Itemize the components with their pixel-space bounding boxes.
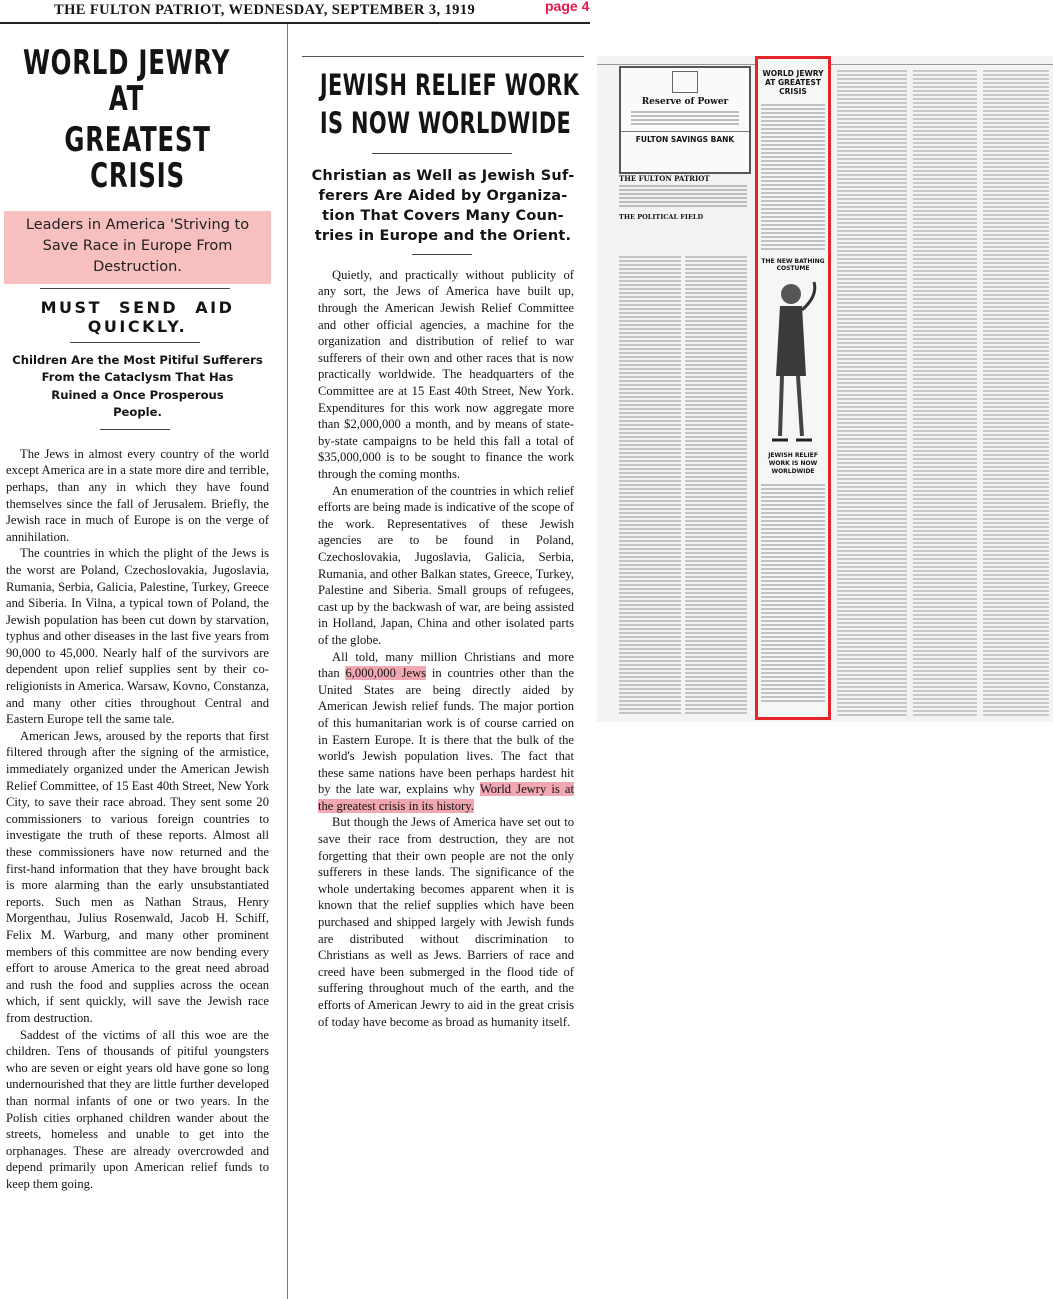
article2-p3-text-a: All told, many million Christians and more than [318,649,574,681]
thumb-column-6 [983,68,1049,718]
article2-highlight-jews-count: 6,000,000 Jews [345,666,427,681]
article2-deck-line4: tries in Europe and the Orient. [314,227,572,244]
article1-subhead-rule [70,342,200,343]
article1-paragraph-4: Saddest of the victims of all this woe are the children. Tens of thousands of pitiful youngsters who are seven or eight years old have gone so long undernourished that they are little further developed than normal infants of one or two years. In the Polish cities orphaned children wander about the streets, homeless and unable to get into the orphanages. These are already overcrowded and depend primarily upon American relief funds to keep them going. [6,1027,269,1191]
article2-deck-line2: ferers Are Aided by Organiza- [318,187,568,204]
article1-subdeck-line3: Ruined a Once Prosperous [51,387,224,402]
article1-headline-line1: WORLD JEWRY AT [22,43,231,119]
thumb-paper-name: THE FULTON PATRIOT [619,174,710,183]
thumb-article1-headline: WORLD JEWRY AT GREATEST CRISIS [762,69,824,96]
thumb-paper-block [619,174,747,221]
thumb-column-4 [837,68,907,718]
masthead-title: THE FULTON PATRIOT, WEDNESDAY, SEPTEMBER 3, 1919 [54,2,476,18]
article1-headline-line2: GREATEST CRISIS [64,120,211,197]
thumb-bank-name: FULTON SAVINGS BANK [621,131,749,144]
thumb-article2-text [761,482,825,702]
page-thumbnail [597,56,1053,722]
article2-highlight-crisis: World Jewry is at the greatest crisis in its history. [318,782,574,813]
article2-paragraph-4: But though the Jews of America have set out to save their race from destruction, they are not forgetting that their own people are not the only sufferers in these lands. The significance of the whole undertaking becomes apparent when it is known that the relief supplies which have been purchased and shipped largely with Jewish funds are distributed without discrimination to Christians as well as Jews. Barriers of race and creed have been submerged in the flood tide of suffering throughout much of the earth, and the efforts of American Jewry to aid in the great crisis of today have become as broad as humanity itself. [318,815,574,1029]
masthead [0,0,590,24]
article2-deck-line1: Christian as Well as Jewish Suf- [311,167,575,184]
article-relief-work [302,58,584,1201]
thumb-column-2 [685,254,747,714]
thumb-column-5 [913,68,977,718]
article2-paragraph-3 [318,649,574,815]
article2-deck [302,166,584,246]
article2-top-rule [302,56,584,57]
article2-body [318,267,574,1030]
article2-headline-line2: IS NOW WORLDWIDE [319,106,572,141]
article1-headline [0,43,275,197]
article1-paragraph-1: The Jews in almost every country of the world except America are in a state more dire and terrible, perhaps, than any in which they have found themselves since the fall of Jerusalem. Briefly, the Jewish race in much of Europe is on the verge of annihilation. [6,446,269,544]
thumb-fashion-caption: THE NEW BATHING COSTUME [761,258,825,272]
article1-paragraph-3: American Jews, aroused by the reports that first filtered through after the signing of the armistice, immediately organized under the American Jewish Relief Committee, of 15 East 40th Street, New York City, to save their race abroad. They sent some 20 commissioners to various foreign countries to investigate the truth of these reports. Almost all these commissioners have now returned and the first-hand information that they have brought back is more alarming than the early unsubstantiated reports. Such men as Nathan Straus, Henry Morgenthau, Julius Rosenwald, Jacob H. Schiff, Felix M. Warburg, and many other prominent members of this committee are now bending every effort to arouse America to the great need abroad and rush the food and supplies across the ocean which, if sent quickly, will save the Jewish race from destruction. [6,728,269,1025]
article2-paragraph-1: Quietly, and practically without publicity of any sort, the Jews of America have built up, through the American Jewish Relief Committee and other official agencies, a machine for the organization and distribution of relief to war sufferers of their own and other races that is now practically worldwide. The headquarters of the Committee are at 15 East 40th Street, New York. Expenditures for this work now aggregate more than $2,000,000 a month, and by means of state-by-state campaigns to be held this fall a total of $35,000,000 is to be sought to finance the work through the coming months. [318,267,574,481]
article2-p3-text-b: in countries other than the United States are being directly aided by American Jewish relief funds. The major portion of this humanitarian work is of course carried on in Eastern Europe. It is there that the bulk of the world's Jewish population lives. The fact that these same nations have been perhaps hardest hit by the late war, explains why [318,666,574,797]
thumb-highlighted-column [755,56,831,720]
article1-subdeck-rule [100,429,170,430]
article2-deck-line3: tion That Covers Many Coun- [322,207,564,224]
page-label: page 4 [545,0,590,14]
article1-deck-line3: Destruction. [93,258,182,275]
column-divider [287,24,288,1299]
article1-subdeck-line2: From the Cataclysm That Has [41,370,234,385]
article2-deck-rule [412,254,472,255]
article1-body [6,446,269,1193]
article1-deck-rule [40,288,230,289]
article1-subdeck-line4: People. [113,405,162,420]
article2-headline [302,70,584,139]
masthead-rule [0,22,590,24]
article2-headline-rule [372,153,512,154]
article1-subdeck-line1: Children Are the Most Pitiful Sufferers [12,352,263,367]
article1-deck [4,211,271,284]
article2-paragraph-2: An enumeration of the countries in which relief efforts are being made is indicative of the scope of the work. Representatives of these Jewish agencies are to be found in Poland, Czechoslovakia, Jugoslavia, Galicia, Serbia, Rumania, and other Balkan states, Greece, Turkey, Palestine and Siberia. Small groups of refugees, cast up by the backwash of war, are being assisted in Holland, Japan, China and other isolated parts of the globe. [318,483,574,647]
thumb-column-1 [619,254,681,714]
article1-paragraph-2: The countries in which the plight of the Jews is the worst are Poland, Czechoslovakia, Jugoslavia, Rumania, Serbia, Galicia, Palestine, Turkey, Greece and Siberia. In Vilna, a typical town of Poland, the Jewish population has been cut down by starvation, typhus and other diseases in the last five years from 90,000 to 45,000. Nearly half of the survivors are dependent upon relief supplies sent by their co-religionists in America. Warsaw, Kovno, Constanza, and many other cities throughout Central and Eastern Europe tell the same tale. [6,546,269,727]
bathing-costume-illustration [758,276,828,446]
article1-deck-line1: Leaders in America 'Striving to [25,216,250,233]
thumb-bank-ad [619,66,751,174]
article1-subhead: MUST SEND AID QUICKLY. [40,297,235,336]
thumb-article1-text [761,102,825,252]
article-world-jewry [0,26,275,1299]
thumb-article2-headline: JEWISH RELIEF WORK IS NOW WORLDWIDE [768,452,818,475]
article2-headline-line1: JEWISH RELIEF WORK [319,68,580,102]
article1-subdeck [0,352,275,422]
thumb-political-field: THE POLITICAL FIELD [619,213,704,221]
article1-deck-line2: Save Race in Europe From [42,237,233,254]
thumb-bank-title: Reserve of Power [641,97,729,107]
thumb-bank-logo [672,71,698,93]
